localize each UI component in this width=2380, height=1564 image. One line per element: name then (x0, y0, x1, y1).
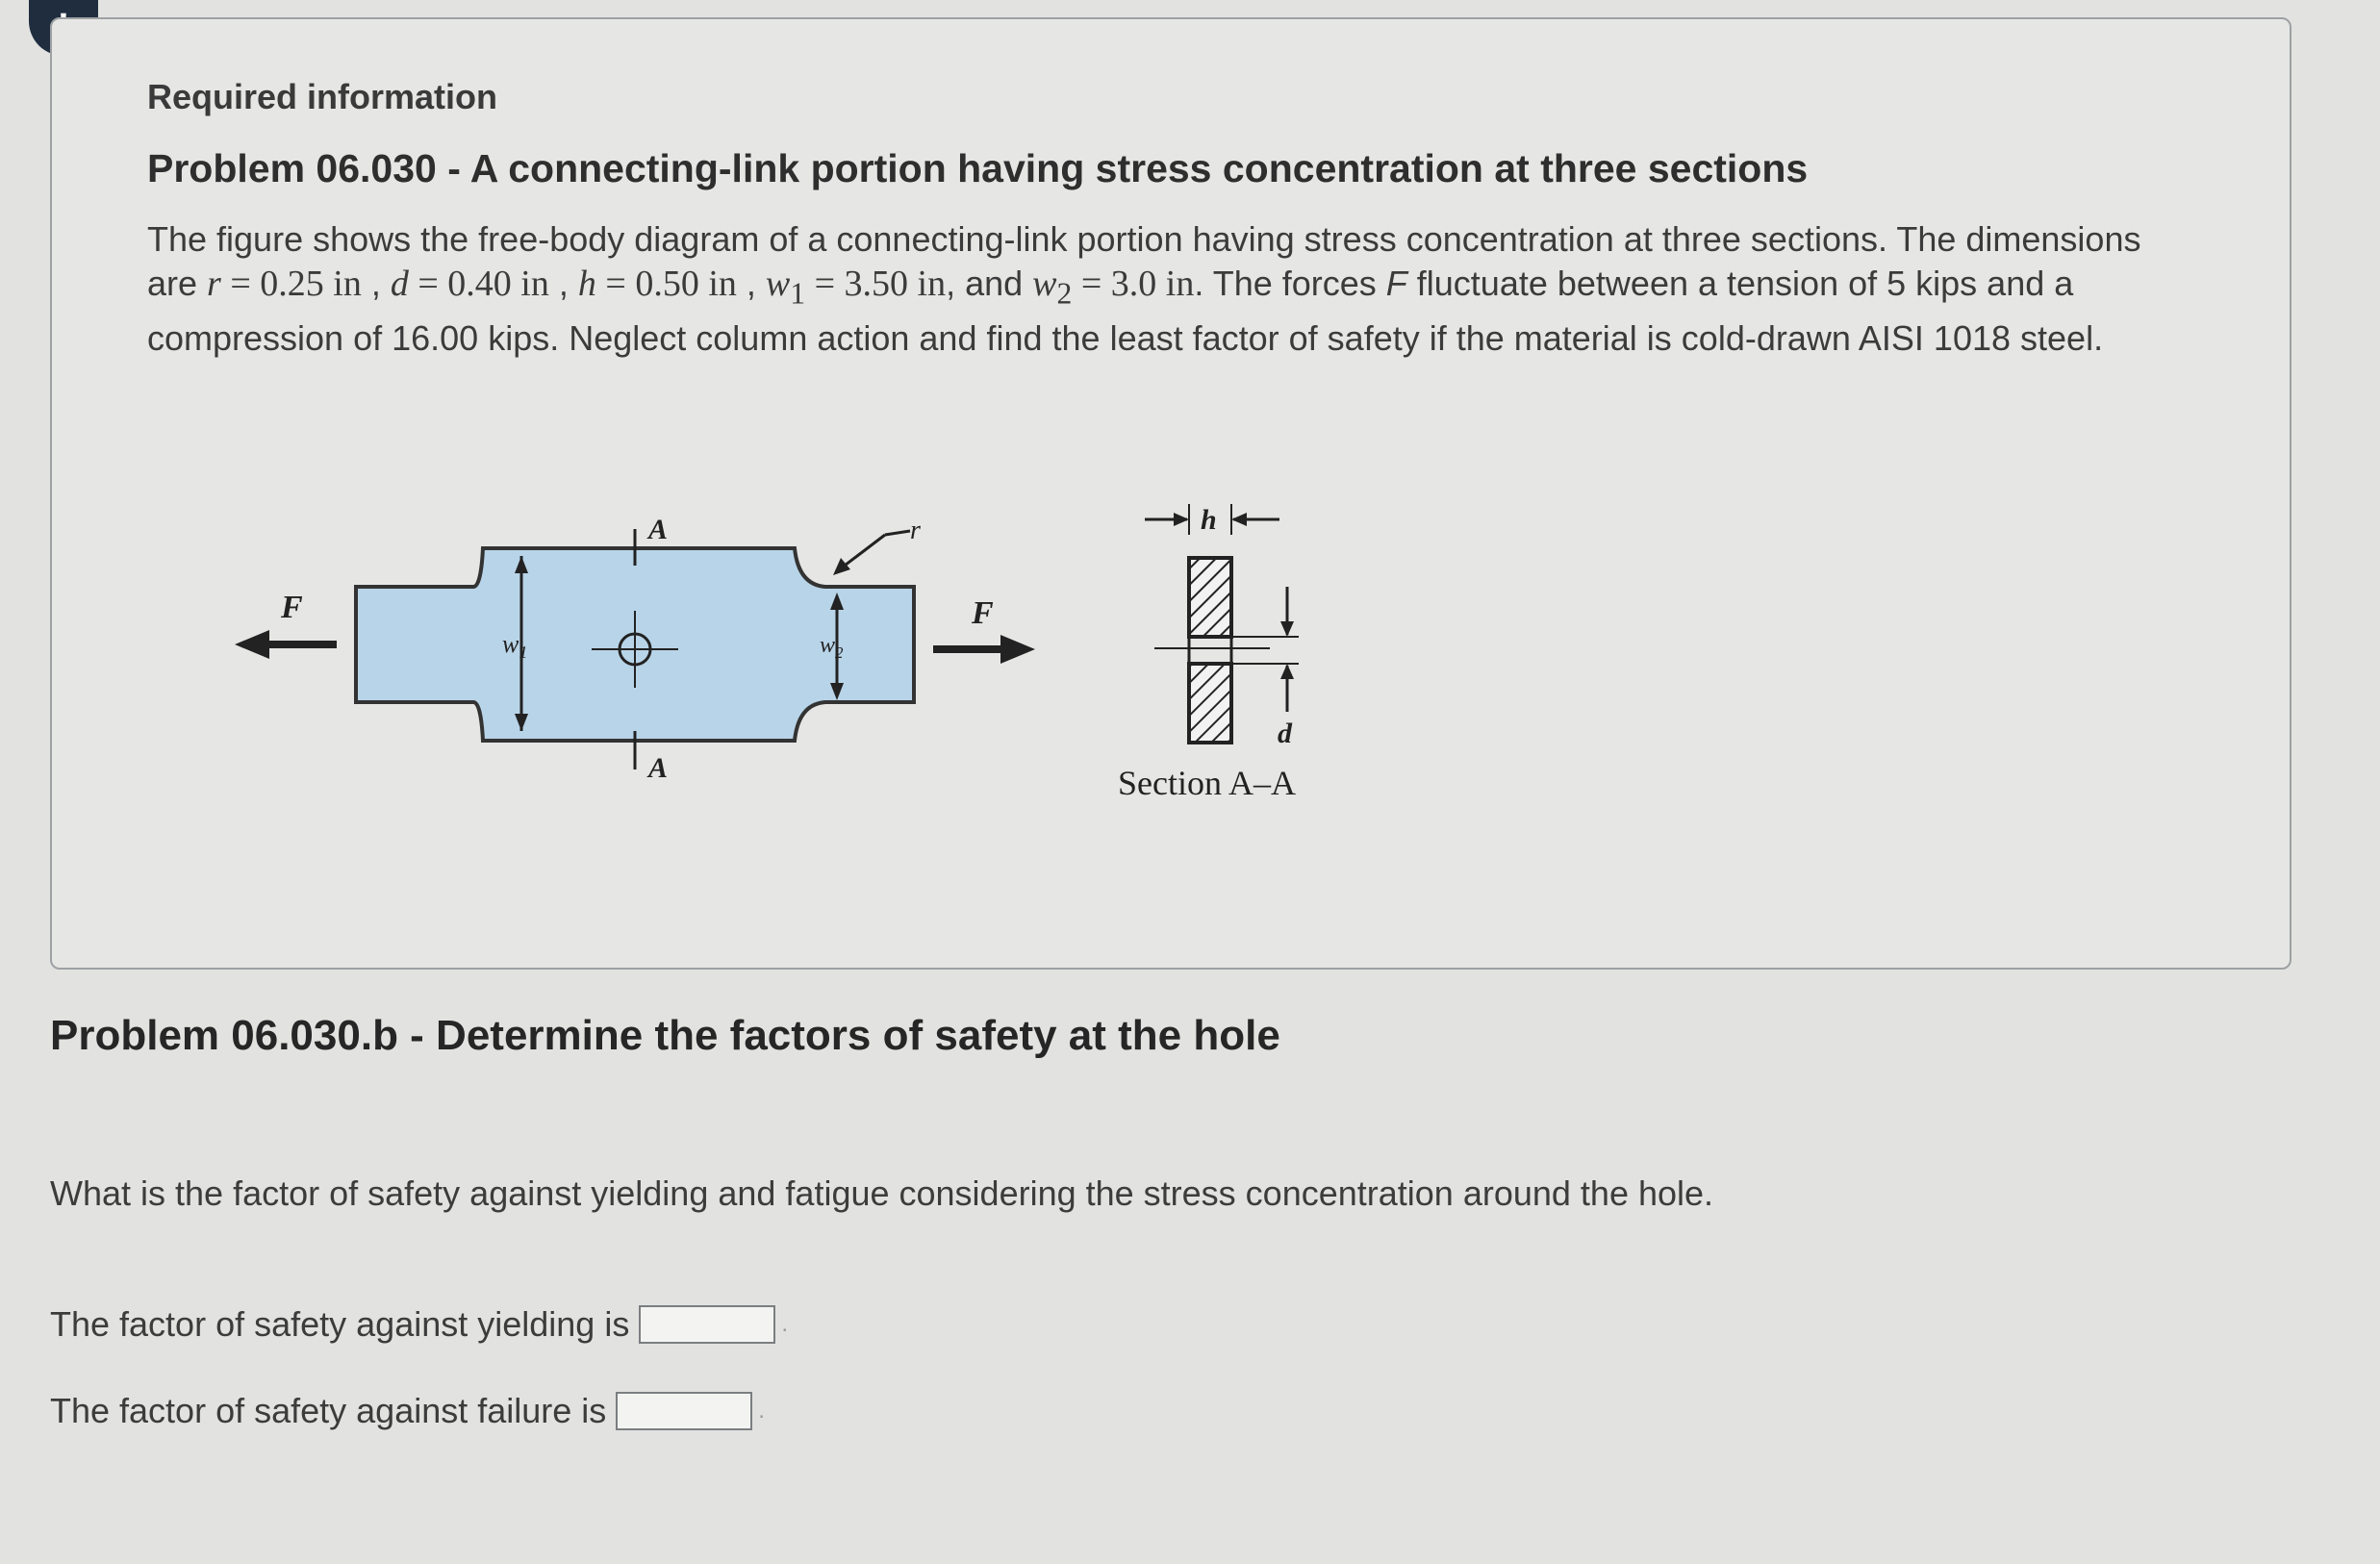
svg-text:r: r (910, 516, 921, 545)
svg-text:h: h (1201, 504, 1217, 536)
svg-text:w2: $w_2$ (820, 633, 844, 662)
fillet-radius-label (833, 516, 921, 575)
subproblem-title: Problem 06.030.b - Determine the factors of safety at the hole (50, 1012, 1280, 1059)
svg-text:w1: $w_1$ (502, 630, 528, 662)
svg-text:d: d (1278, 718, 1292, 749)
yield-label: The factor of safety against yielding is (50, 1304, 630, 1344)
force-arrow-left (235, 590, 337, 659)
period: . (781, 1311, 788, 1337)
subproblem-question: What is the factor of safety against yielding and fatigue considering the stress concentration around the hole. (50, 1173, 1714, 1213)
yield-answer-row (50, 1304, 788, 1345)
failure-label: The factor of safety against failure is (50, 1391, 607, 1430)
section-view (1118, 504, 1299, 802)
svg-text:F: F (972, 595, 994, 631)
problem-description: The figure shows the free-body diagram of a connecting-link portion having stress concentration at three sections. The dimensions are r = 0.25 in , d = 0.40 in , h = 0.50 in , $w_1 = 3.50$ in, and $w_2 = 3.0$ in. The forces F fluctuate between a tension of 5 kips and a compression of 16.00 kips. Neglect column action and find the least factor of safety if the material is cold-drawn AISI 1018 steel. (147, 219, 2141, 358)
svg-text:A: A (648, 752, 669, 784)
failure-answer-row (50, 1391, 765, 1431)
svg-text:Section A–A: Section A–A (1118, 764, 1296, 802)
connecting-link-figure (221, 491, 1337, 818)
svg-text:F: F (281, 590, 303, 625)
required-info-heading: Required information (147, 77, 498, 116)
force-arrow-right (933, 595, 1035, 664)
yield-factor-input[interactable] (639, 1305, 775, 1344)
svg-text:A: A (648, 514, 669, 545)
problem-title: Problem 06.030 - A connecting-link portion having stress concentration at three sections (147, 146, 1809, 190)
failure-factor-input[interactable] (616, 1392, 752, 1430)
period: . (758, 1398, 765, 1424)
